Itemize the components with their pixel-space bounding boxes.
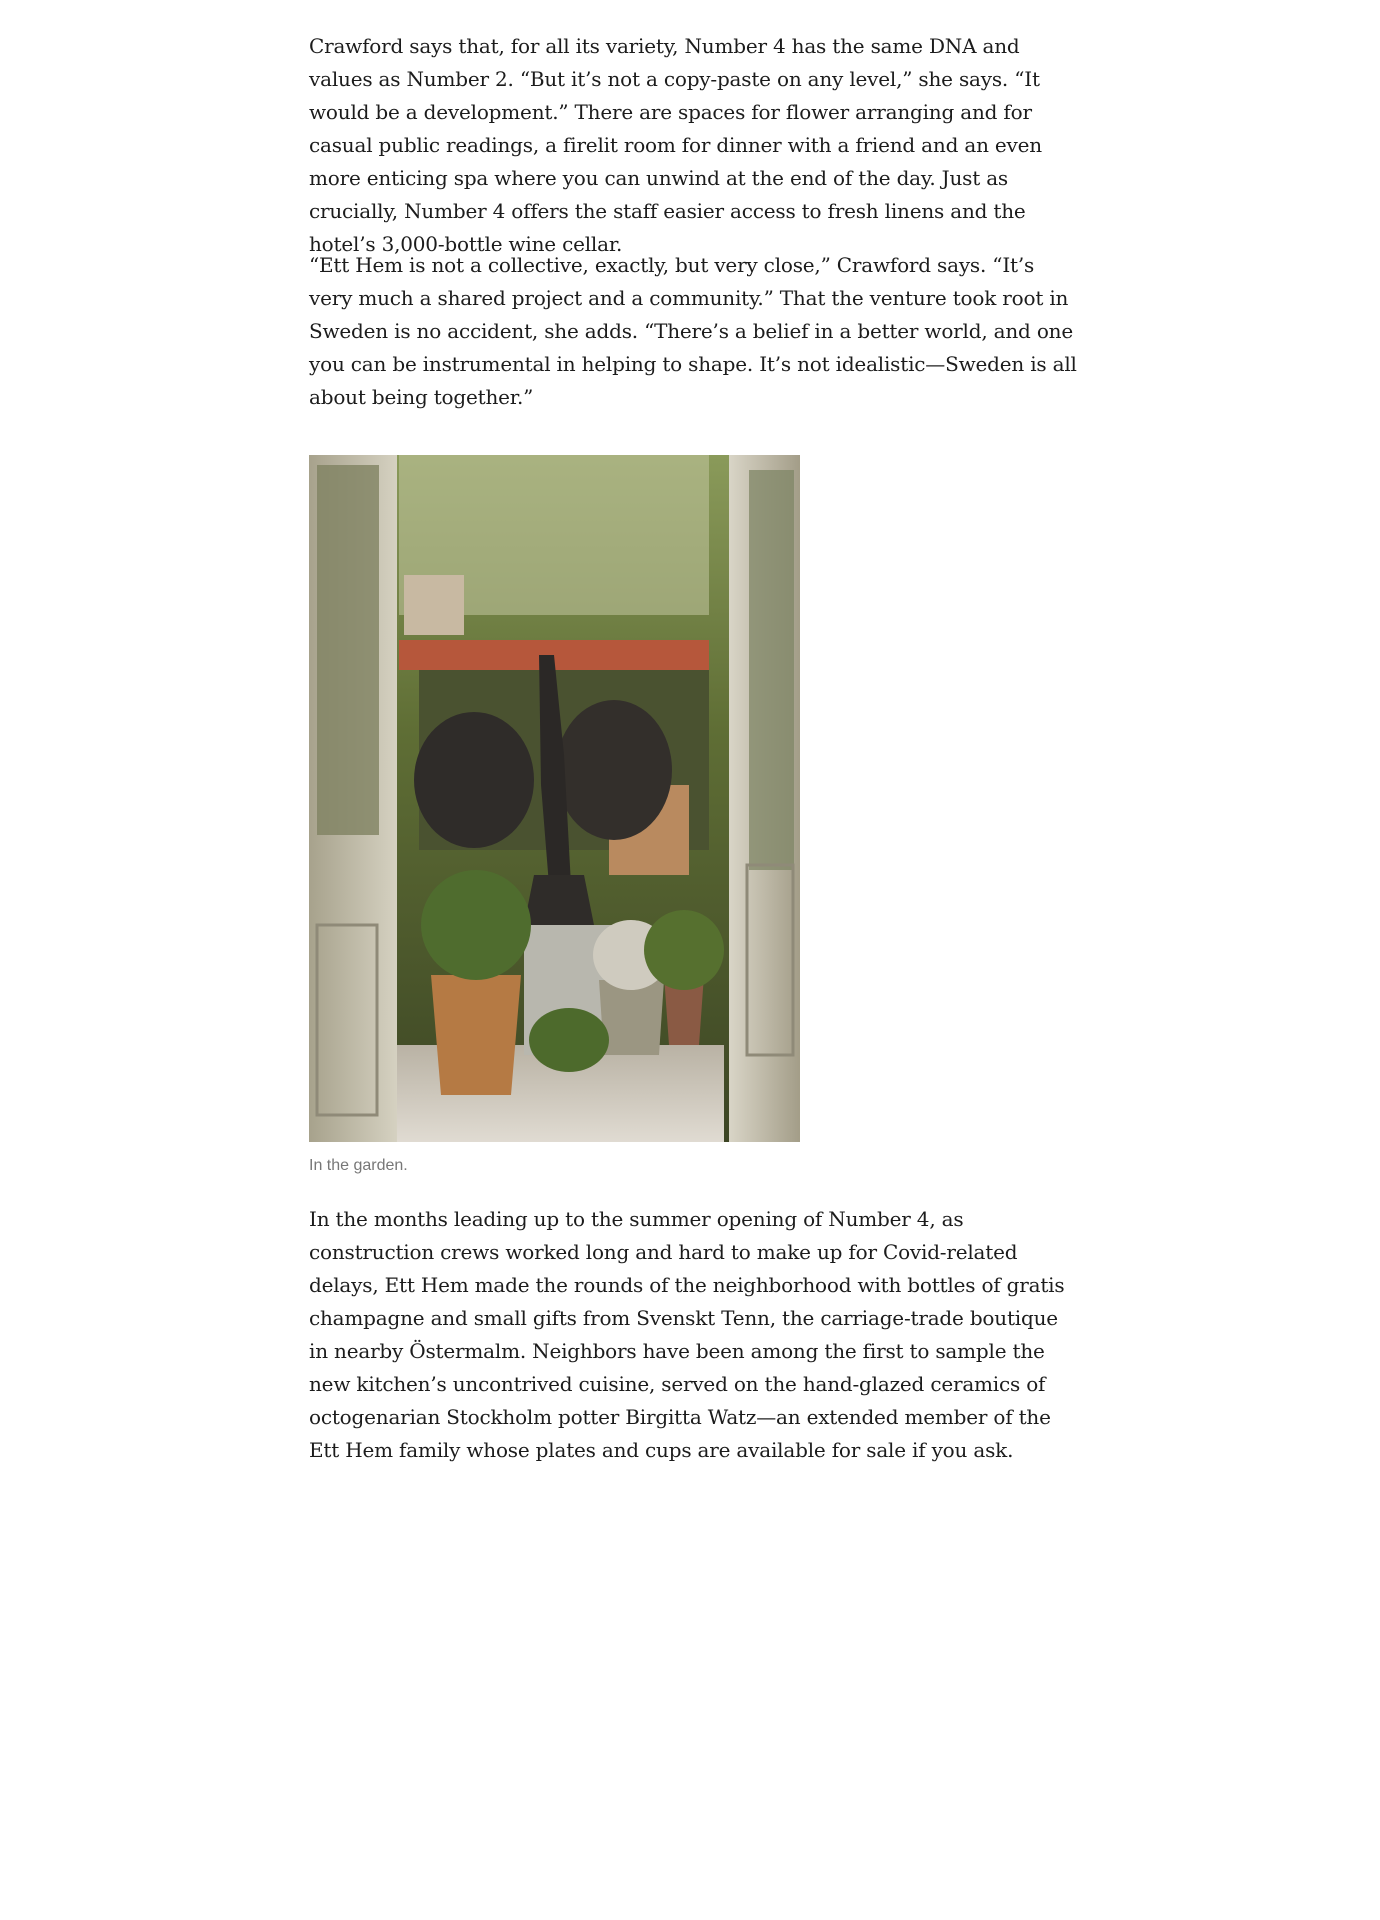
article-figure [309, 455, 800, 1174]
article-paragraph: In the months leading up to the summer opening of Number 4, as construction crews worked long and hard to make up for Covid-related delays, Ett Hem made the rounds of the neighborhood with bottles of gratis champagne and small gifts from Svenskt Tenn, the carriage-trade boutique in nearby Östermalm. Neighbors have been among the first to sample the new kitchen’s uncontrived cuisine, served on the hand-glazed ceramics of octogenarian Stockholm potter Birgitta Watz—an extended member of the Ett Hem family whose plates and cups are available for sale if you ask. [309, 1207, 1065, 1462]
article-paragraph: “Ett Hem is not a collective, exactly, but very close,” Crawford says. “It’s very much a shared project and a community.” That the venture took root in Sweden is no accident, she adds. “There’s a belief in a better world, and one you can be instrumental in helping to shape. It’s not idealistic—Sweden is all about being together.” [309, 253, 1077, 409]
garden-photo [309, 455, 800, 1142]
figure-caption: In the garden. [309, 1157, 408, 1174]
article-paragraph: Crawford says that, for all its variety, Number 4 has the same DNA and values as Number 2. “But it’s not a copy-paste on any level,” she says. “It would be a development.” There are spaces for flower arranging and for casual public readings, a firelit room for dinner with a friend and an even more enticing spa where you can unwind at the end of the day. Just as crucially, Number 4 offers the staff easier access to fresh linens and the hotel’s 3,000-bottle wine cellar. [309, 34, 1042, 256]
